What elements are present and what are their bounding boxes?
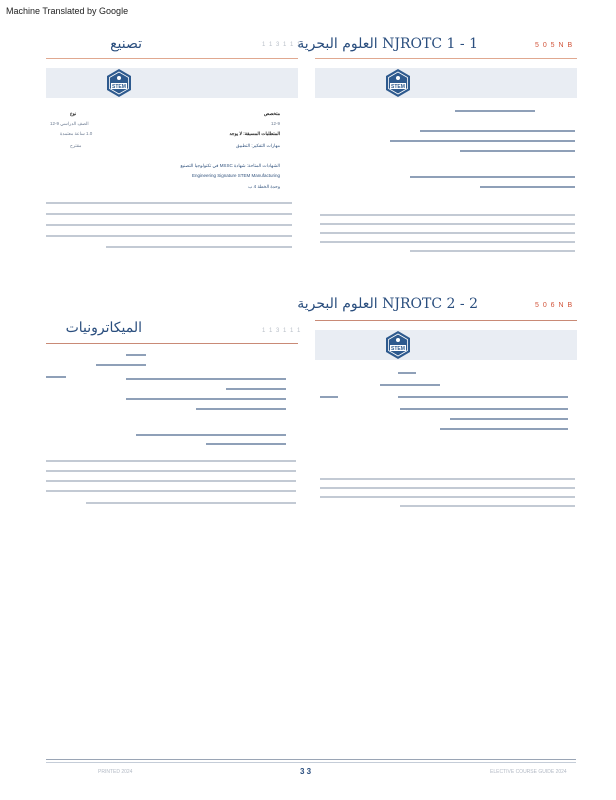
card-title: تصنيع [110, 36, 142, 52]
stem-badge-icon [383, 68, 413, 98]
row-value: المتطلبات المسبقة: لا يوجد [229, 131, 280, 136]
row-value: متخصص [263, 111, 280, 116]
row-label: 1.0 ساعة معتمدة [60, 131, 93, 136]
header-band [315, 68, 577, 98]
page-number: 3 3 [300, 767, 312, 776]
njrotc2-body-text [320, 368, 575, 510]
mechatronics-body-text [46, 350, 296, 512]
row-label: مقترح [70, 143, 82, 148]
footer-right-text: ELECTIVE COURSE GUIDE 2024 [490, 769, 567, 775]
row-value: مهارات التفكير: التطبيق [236, 143, 280, 148]
header-band [315, 330, 577, 360]
card-title: 2 - NJROTC 2 العلوم البحرية [297, 296, 478, 312]
svg-text:STEM: STEM [391, 346, 405, 352]
footer-left-text: PRINTED 2024 [98, 769, 133, 775]
certification-link[interactable]: الشهادات المتاحة: شهادة MSSC في تكنولوجيا التصنيع [180, 163, 280, 168]
svg-text:STEM: STEM [112, 84, 126, 90]
stem-badge-icon [104, 68, 134, 98]
course-description [46, 198, 292, 256]
footer-rule-thin [46, 762, 576, 763]
stem-badge-icon [383, 330, 413, 360]
title-underline [46, 58, 298, 59]
header-band [46, 68, 298, 98]
plan-unit-link[interactable]: وحدة الخطة 4 ب [248, 184, 280, 189]
title-underline [315, 320, 577, 321]
course-code: 1 1 3 1 1 1 [262, 42, 302, 48]
description-text-lines [46, 198, 292, 256]
title-underline [46, 343, 298, 344]
signature-link[interactable]: Engineering Signature STEM Manufacturing [191, 173, 280, 178]
machine-translated-banner: Machine Translated by Google [6, 6, 129, 16]
title-underline [315, 58, 577, 59]
card-title: 1 - NJROTC 1 العلوم البحرية [297, 36, 478, 52]
course-code: 5 0 6 N B [535, 302, 574, 309]
course-code: 1 1 3 1 1 1 [262, 328, 302, 334]
card-title: الميكاترونيات [65, 320, 142, 336]
footer-rule [46, 759, 576, 760]
row-label: نوع [70, 111, 77, 116]
course-code: 5 0 5 N B [535, 42, 574, 49]
njrotc1-body-text [320, 104, 575, 256]
row-value: 12-9 [270, 121, 280, 126]
svg-text:STEM: STEM [391, 84, 405, 90]
row-label: الصف الدراسي 9-12 [50, 121, 89, 126]
